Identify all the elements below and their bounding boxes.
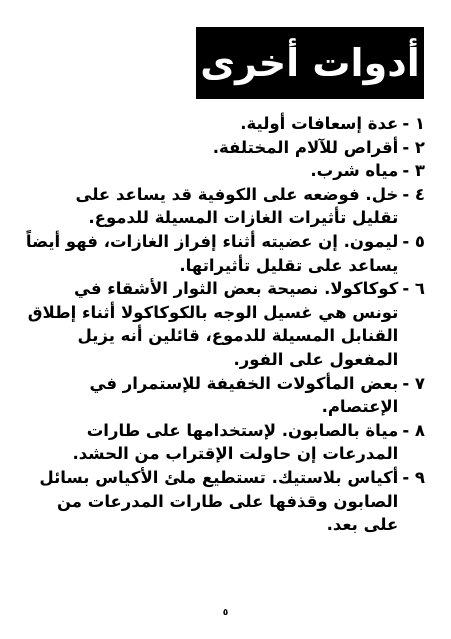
list-item xyxy=(25,277,425,371)
item-text: عدة إسعافات أولية. xyxy=(240,114,399,133)
item-number: ١ - xyxy=(402,114,425,133)
item-number: ٩ - xyxy=(402,467,425,487)
list-item xyxy=(25,112,425,136)
list-item xyxy=(25,183,425,230)
list-item xyxy=(25,159,425,183)
item-text: أكياس بلاستيك. تستطيع ملئ الأكياس بسائل الصابون وقذفها على طارات المدرعات من على بعد. xyxy=(39,467,399,535)
item-text: بعض المأكولات الخفيفة للإستمرار في الإعتصام. xyxy=(89,373,399,417)
tools-list xyxy=(25,112,425,537)
list-item xyxy=(25,419,425,466)
item-number: ٧ - xyxy=(402,373,425,393)
page-number: ٥ xyxy=(222,608,229,618)
list-item xyxy=(25,372,425,419)
item-number: ٣ - xyxy=(402,161,425,181)
item-number: ٨ - xyxy=(402,420,425,440)
list-item xyxy=(25,230,425,277)
item-text: مياة بالصابون. لإستخدامها على طارات المدرعات إن حاولت الإقتراب من الحشد. xyxy=(72,420,399,464)
item-text: كوكاكولا. نصيحة بعض الثوار الأشقاء في تونس هي غسيل الوجه بالكوكاكولا أثناء إطلاق القنابل المسيلة للدموع، قائلين أنه يزيل المفعول على الفور. xyxy=(27,279,399,369)
item-text: مياه شرب. xyxy=(310,161,399,181)
item-text: خل. فوضعه على الكوفية قد يساعد على تقليل تأثيرات الغازات المسيلة للدموع. xyxy=(75,184,399,228)
item-text: أقراص للآلام المختلفة. xyxy=(212,137,399,157)
item-text: ليمون. إن عضيته أثناء إفراز الغازات، فهو أيضاً يساعد على تقليل تأثيراتها. xyxy=(25,231,399,275)
list-item xyxy=(25,466,425,537)
list-item xyxy=(25,136,425,160)
item-number: ٥ - xyxy=(402,231,425,251)
page-title: أدوات أخرى xyxy=(196,27,424,99)
item-number: ٢ - xyxy=(402,137,425,157)
item-number: ٤ - xyxy=(402,184,425,204)
item-number: ٦ - xyxy=(402,279,425,299)
